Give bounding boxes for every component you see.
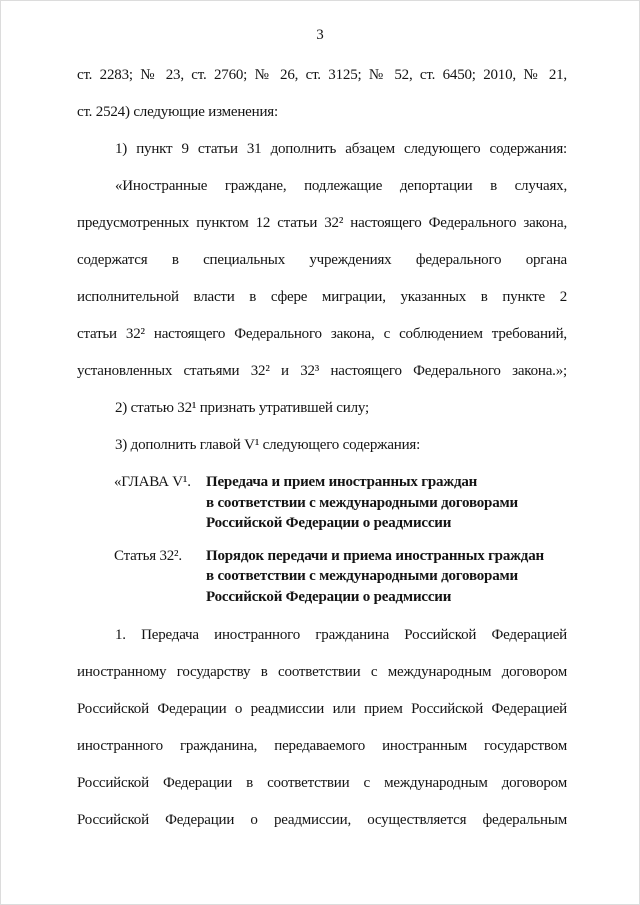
document-content <box>77 57 567 839</box>
quote-line: установленных статьями 32² и 32³ настоящего Федерального закона.»; <box>77 363 567 379</box>
quote-line: статьи 32² настоящего Федерального закона, с соблюдением требований, <box>77 326 567 342</box>
article-title-line: Российской Федерации о реадмиссии <box>206 588 452 605</box>
chapter-label: «ГЛАВА V¹. <box>114 474 191 490</box>
article-heading <box>114 546 567 608</box>
article-title-line: в соответствии с международными договорами <box>206 568 518 584</box>
chapter-title-line: в соответствии с международными договорами <box>206 494 518 511</box>
chapter-heading <box>114 472 567 534</box>
article-title <box>206 546 544 608</box>
para-line: Российской Федерации о реадмиссии, осуществляется федеральным <box>77 812 567 828</box>
page-number: 3 <box>316 27 324 43</box>
para-line: 1. Передача иностранного гражданина Российской Федерацией <box>115 627 567 643</box>
intro-line: ст. 2524) следующие изменения: <box>77 104 278 120</box>
quote-line: «Иностранные граждане, подлежащие депортации в случаях, <box>115 178 567 194</box>
para-line: иностранного гражданина, передаваемого иностранным государством <box>77 738 567 754</box>
quote-line: содержатся в специальных учреждениях федерального органа <box>77 252 567 268</box>
article-label: Статья 32². <box>114 547 182 564</box>
para-line: Российской Федерации в соответствии с международным договором <box>77 775 567 791</box>
quote-line: предусмотренных пунктом 12 статьи 32² настоящего Федерального закона, <box>77 215 567 231</box>
article-title-line: Порядок передачи и приема иностранных граждан <box>206 547 544 564</box>
chapter-title-line: Передача и прием иностранных граждан <box>206 474 478 490</box>
list-item-1: 1) пункт 9 статьи 31 дополнить абзацем следующего содержания: <box>115 141 567 157</box>
para-line: иностранному государству в соответствии с международным договором <box>77 664 567 680</box>
chapter-title-line: Российской Федерации о реадмиссии <box>206 515 452 531</box>
list-item-3: 3) дополнить главой V¹ следующего содержания: <box>115 437 421 453</box>
quote-line: исполнительной власти в сфере миграции, указанных в пункте 2 <box>77 289 567 305</box>
chapter-title <box>206 472 518 534</box>
para-line: Российской Федерации о реадмиссии или прием Российской Федерацией <box>77 701 567 717</box>
intro-line: ст. 2283; № 23, ст. 2760; № 26, ст. 3125; № 52, ст. 6450; 2010, № 21, <box>77 67 567 83</box>
list-item-2: 2) статью 32¹ признать утратившей силу; <box>115 400 369 416</box>
